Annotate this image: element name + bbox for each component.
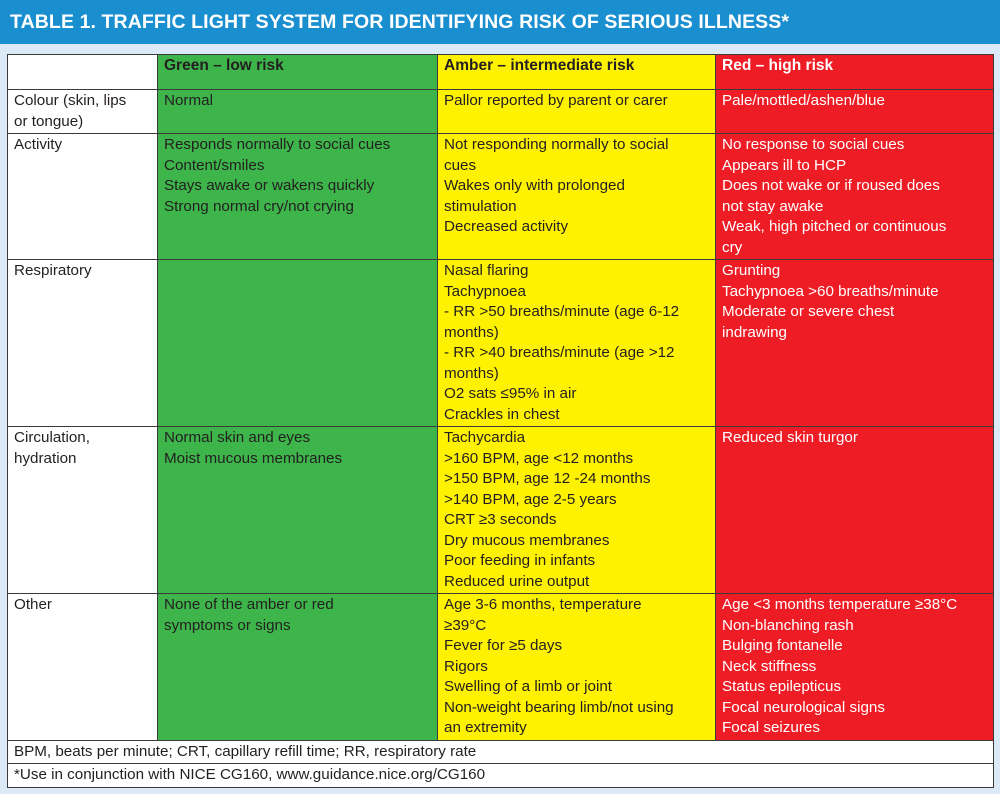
green-cell-line: Normal skin and eyes [164,429,311,446]
green-cell-line: Normal [164,92,213,109]
red-cell-line: Pale/mottled/ashen/blue [722,92,885,109]
green-cell-line: Content/smiles [164,156,265,174]
green-cell [158,427,438,594]
red-cell [716,90,994,134]
traffic-light-table [7,54,994,788]
amber-cell-line: an extremity [444,719,527,736]
red-cell-line: Tachypnoea >60 breaths/minute [722,282,939,300]
amber-cell-line: stimulation [444,197,517,215]
footnote-nice-reference: *Use in conjunction with NICE CG160, www.guidance.nice.org/CG160 [8,764,994,788]
header-green-low-risk: Green – low risk [158,55,438,90]
red-cell-line: not stay awake [722,197,824,215]
row-label-line: Circulation, [14,429,90,446]
row-label [8,594,158,741]
amber-cell-line: Decreased activity [444,218,569,235]
footnote-row [8,740,994,764]
red-cell-line: Neck stiffness [722,657,817,675]
green-cell-line: Stays awake or wakens quickly [164,177,375,194]
table-row [8,260,994,427]
green-cell [158,90,438,134]
amber-cell-line: - RR >50 breaths/minute (age 6-12 [444,303,680,320]
amber-cell-line: CRT ≥3 seconds [444,511,557,528]
red-cell-line: Bulging fontanelle [722,637,843,654]
amber-cell-line: Not responding normally to social [444,136,669,153]
amber-cell [438,594,716,741]
amber-cell-line: Crackles in chest [444,405,560,423]
amber-cell-line: Non-weight bearing limb/not using [444,698,674,716]
footnote-abbreviations: BPM, beats per minute; CRT, capillary refill time; RR, respiratory rate [8,740,994,764]
green-cell [158,134,438,260]
amber-cell-line: Rigors [444,657,488,675]
amber-cell-line: Fever for ≥5 days [444,637,563,654]
amber-cell-line: Tachycardia [444,429,526,446]
red-cell-line: Status epilepticus [722,678,842,695]
row-label [8,90,158,134]
amber-cell-line: >140 BPM, age 2-5 years [444,490,617,508]
row-label-line: Colour (skin, lips [14,92,127,109]
amber-cell-line: Poor feeding in infants [444,552,596,569]
green-cell [158,594,438,741]
red-cell [716,427,994,594]
amber-cell-line: O2 sats ≤95% in air [444,385,577,402]
header-amber-intermediate-risk: Amber – intermediate risk [438,55,716,90]
row-label-line: or tongue) [14,112,84,130]
green-cell [158,260,438,427]
amber-cell-line: Wakes only with prolonged [444,177,625,194]
amber-cell-line: Reduced urine output [444,572,590,590]
amber-cell-line: - RR >40 breaths/minute (age >12 [444,344,675,361]
table-frame [0,44,1000,794]
amber-cell-line: Age 3-6 months, temperature [444,596,642,613]
row-label [8,134,158,260]
red-cell-line: Reduced skin turgor [722,429,858,446]
amber-cell-line: ≥39°C [444,616,487,634]
row-label-line: Other [14,596,52,613]
green-cell-line: Responds normally to social cues [164,136,391,153]
header-blank [8,55,158,90]
green-cell-line: Moist mucous membranes [164,449,343,467]
table-row [8,134,994,260]
red-cell [716,134,994,260]
amber-cell-line: >150 BPM, age 12 -24 months [444,470,651,487]
red-cell-line: cry [722,238,743,256]
red-cell-line: Focal neurological signs [722,698,885,716]
table-title: TABLE 1. TRAFFIC LIGHT SYSTEM FOR IDENTIFYING RISK OF SERIOUS ILLNESS* [0,0,1000,44]
red-cell-line: No response to social cues [722,136,905,153]
row-label [8,260,158,427]
amber-cell-line: Dry mucous membranes [444,531,610,549]
amber-cell-line: Pallor reported by parent or carer [444,92,668,109]
red-cell-line: Non-blanching rash [722,616,854,634]
amber-cell-line: cues [444,156,477,174]
row-label [8,427,158,594]
amber-cell [438,90,716,134]
amber-cell-line: months) [444,364,499,382]
table-row [8,90,994,134]
header-row [8,55,994,90]
amber-cell-line: Swelling of a limb or joint [444,678,612,695]
green-cell-line: Strong normal cry/not crying [164,197,354,215]
amber-cell [438,427,716,594]
amber-cell-line: >160 BPM, age <12 months [444,449,634,467]
green-cell-line: symptoms or signs [164,616,291,634]
red-cell-line: indrawing [722,323,788,341]
red-cell-line: Moderate or severe chest [722,303,895,320]
table-row [8,594,994,741]
red-cell [716,594,994,741]
header-red-high-risk: Red – high risk [716,55,994,90]
table-row [8,427,994,594]
red-cell-line: Focal seizures [722,719,820,736]
amber-cell-line: Nasal flaring [444,262,529,279]
amber-cell [438,134,716,260]
red-cell-line: Appears ill to HCP [722,156,847,174]
table-body [8,90,994,741]
red-cell-line: Age <3 months temperature ≥38°C [722,596,958,613]
amber-cell [438,260,716,427]
green-cell-line: None of the amber or red [164,596,334,613]
red-cell-line: Does not wake or if roused does [722,177,940,194]
row-label-line: Respiratory [14,262,92,279]
footnote-row [8,764,994,788]
row-label-line: hydration [14,449,77,467]
amber-cell-line: Tachypnoea [444,282,526,300]
red-cell-line: Grunting [722,262,781,279]
row-label-line: Activity [14,136,63,153]
red-cell-line: Weak, high pitched or continuous [722,218,947,235]
red-cell [716,260,994,427]
amber-cell-line: months) [444,323,499,341]
